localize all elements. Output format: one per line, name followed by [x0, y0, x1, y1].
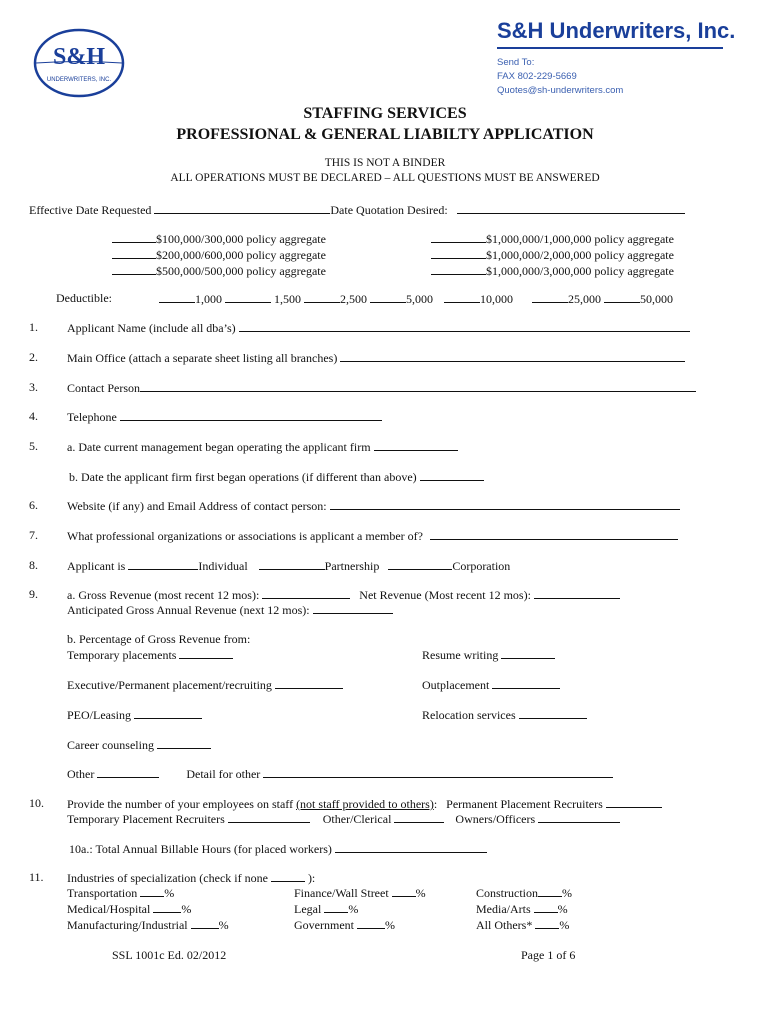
industry-transportation: Transportation [67, 886, 138, 900]
main-office-field[interactable] [340, 350, 685, 362]
detail-other-label: Detail for other [186, 767, 261, 781]
peo-leasing-label: PEO/Leasing [67, 708, 131, 722]
q8-label: Applicant is [67, 559, 126, 573]
corporation-check[interactable] [388, 558, 452, 570]
deductible-2500-check[interactable] [304, 291, 340, 303]
q11-heading-start: Industries of specialization (check if none [67, 871, 268, 885]
media-pct-field[interactable] [534, 901, 558, 913]
industries-col3 [476, 885, 572, 933]
limit-1m-3m-check[interactable] [431, 263, 486, 275]
industry-government: Government [294, 918, 354, 932]
limits-right [431, 231, 674, 279]
send-to-label: Send To: [497, 57, 535, 68]
temp-placements-field[interactable] [179, 647, 233, 659]
q11-heading [67, 870, 315, 886]
billable-hours-label: 10a.: Total Annual Billable Hours (for placed workers) [69, 842, 332, 856]
all-others-pct-field[interactable] [535, 917, 559, 929]
q6-label: Website (if any) and Email Address of contact person: [67, 499, 327, 513]
resume-writing-label: Resume writing [422, 648, 499, 662]
limit-200k-label: $200,000/600,000 policy aggregate [156, 248, 326, 262]
individual-check[interactable] [128, 558, 198, 570]
company-logo [32, 28, 126, 98]
q3-row [67, 380, 696, 396]
industries-col2 [294, 885, 426, 933]
gross-revenue-field[interactable] [262, 587, 350, 599]
q10a-row [69, 841, 487, 857]
resume-writing-field[interactable] [501, 647, 555, 659]
deductible-5000: 5,000 [406, 292, 433, 306]
fax-number: FAX 802-229-5669 [497, 71, 577, 82]
pct-sign: % [384, 918, 395, 932]
industry-finance: Finance/Wall Street [294, 886, 389, 900]
form-title-line2: PROFESSIONAL & GENERAL LIABILTY APPLICATION [176, 126, 594, 143]
industry-medical: Medical/Hospital [67, 902, 151, 916]
deductible-10000: 10,000 [480, 292, 513, 306]
management-date-field[interactable] [374, 439, 458, 451]
q1-label: Applicant Name (include all dba’s) [67, 321, 236, 335]
temp-recruiters-field[interactable] [228, 811, 310, 823]
q5-number: 5. [29, 439, 38, 453]
individual-label: Individual [198, 559, 248, 573]
deductible-1500: 1,500 [274, 292, 301, 306]
other-row [67, 766, 613, 782]
limit-1m-2m-check[interactable] [431, 247, 486, 259]
deductible-label: Deductible: [56, 291, 112, 305]
deductible-1000: 1,000 [195, 292, 222, 306]
government-pct-field[interactable] [357, 917, 385, 929]
career-counseling-label: Career counseling [67, 738, 154, 752]
send-to-block [497, 56, 623, 98]
finance-pct-field[interactable] [392, 885, 416, 897]
q5b-label: b. Date the applicant firm first began operations (if different than above) [69, 470, 417, 484]
q10-row2 [67, 811, 620, 827]
clerical-label: Other/Clerical [322, 812, 392, 826]
relocation-row [422, 707, 587, 723]
company-rule [497, 47, 723, 49]
deductible-50000-check[interactable] [604, 291, 640, 303]
peo-leasing-field[interactable] [134, 707, 202, 719]
deductible-5000-check[interactable] [370, 291, 406, 303]
q3-number: 3. [29, 380, 38, 394]
q1-row [67, 320, 690, 336]
exec-placement-label: Executive/Permanent placement/recruiting [67, 678, 272, 692]
notice-declare: ALL OPERATIONS MUST BE DECLARED – ALL QUESTIONS MUST BE ANSWERED [170, 172, 600, 184]
q5a-label: a. Date current management began operating the applicant firm [67, 440, 371, 454]
relocation-label: Relocation services [422, 708, 516, 722]
deductible-1000-check[interactable] [159, 291, 195, 303]
q1-number: 1. [29, 320, 38, 334]
pct-sign: % [415, 886, 426, 900]
deductible-2500: 2,500 [340, 292, 367, 306]
outplacement-label: Outplacement [422, 678, 490, 692]
industry-all-others: All Others* [476, 918, 533, 932]
q3-label: Contact Person [67, 381, 140, 395]
industries-col1 [67, 885, 229, 933]
other-pct-field[interactable] [97, 766, 159, 778]
clerical-field[interactable] [394, 811, 444, 823]
exec-placement-field[interactable] [275, 677, 343, 689]
gross-revenue-label: a. Gross Revenue (most recent 12 mos): [67, 588, 260, 602]
effective-date-field[interactable] [154, 202, 330, 214]
net-revenue-label: Net Revenue (Most recent 12 mos): [359, 588, 531, 602]
quotation-date-label: Date Quotation Desired: [330, 203, 448, 217]
limit-100k-check[interactable] [112, 231, 156, 243]
peo-leasing-row [67, 707, 202, 723]
associations-field[interactable] [430, 528, 678, 540]
deductible-options [159, 291, 673, 307]
contact-person-field[interactable] [140, 380, 696, 392]
limit-1m-1m-label: $1,000,000/1,000,000 policy aggregate [486, 232, 674, 246]
manufacturing-pct-field[interactable] [191, 917, 219, 929]
outplacement-field[interactable] [492, 677, 560, 689]
anticipated-revenue-field[interactable] [313, 602, 393, 614]
page-number: Page 1 of 6 [521, 948, 576, 962]
q2-row [67, 350, 685, 366]
q7-row [67, 528, 678, 544]
net-revenue-field[interactable] [534, 587, 620, 599]
limit-1m-1m-check[interactable] [431, 231, 486, 243]
effective-date-row [29, 202, 685, 218]
industry-construction: Construction [476, 886, 538, 900]
q7-label: What professional organizations or associations is applicant a member of? [67, 529, 424, 543]
q11-number: 11. [29, 870, 44, 884]
limit-1m-3m-label: $1,000,000/3,000,000 policy aggregate [486, 264, 674, 278]
limit-200k-check[interactable] [112, 247, 156, 259]
q10-underlined: (not staff provided to others) [296, 797, 434, 811]
q9-number: 9. [29, 587, 38, 601]
partnership-check[interactable] [259, 558, 325, 570]
deductible-10000-check[interactable] [444, 291, 480, 303]
limits-left [112, 231, 326, 279]
career-counseling-field[interactable] [157, 737, 211, 749]
q8-row [67, 558, 510, 574]
industry-manufacturing: Manufacturing/Industrial [67, 918, 188, 932]
q4-label: Telephone [67, 410, 117, 424]
q9-anticipated-row [67, 602, 393, 618]
career-counseling-row [67, 737, 211, 753]
temp-placements-row [67, 647, 233, 663]
q11-heading-end: ): [307, 871, 316, 885]
q5a-row [67, 439, 458, 455]
quote-email: Quotes@sh-underwriters.com [497, 85, 624, 96]
deductible-50000: 50,000 [640, 292, 673, 306]
limit-1m-2m-label: $1,000,000/2,000,000 policy aggregate [486, 248, 674, 262]
industries-none-check[interactable] [271, 870, 305, 882]
deductible-25000: 25,000 [568, 292, 601, 306]
svg-text:UNDERWRITERS, INC.: UNDERWRITERS, INC. [46, 77, 112, 83]
industry-media: Media/Arts [476, 902, 531, 916]
exec-placement-row [67, 677, 343, 693]
other-label: Other [67, 767, 95, 781]
q9-revenue-row [67, 587, 620, 603]
pct-sign: % [181, 902, 192, 916]
svg-text:S&H: S&H [52, 44, 106, 70]
pct-sign: % [559, 918, 570, 932]
website-email-field[interactable] [330, 498, 680, 510]
q10-row1 [67, 796, 662, 812]
q4-number: 4. [29, 409, 38, 423]
q6-number: 6. [29, 498, 38, 512]
company-name: S&H Underwriters, Inc. [497, 18, 736, 43]
deductible-25000-check[interactable] [532, 291, 568, 303]
perm-recruiters-field[interactable] [606, 796, 662, 808]
q2-number: 2. [29, 350, 38, 364]
medical-pct-field[interactable] [153, 901, 181, 913]
pct-sign: % [218, 918, 229, 932]
temp-placements-label: Temporary placements [67, 648, 177, 662]
q10-number: 10. [29, 796, 44, 810]
pct-heading: b. Percentage of Gross Revenue from: [67, 632, 251, 646]
form-title-line1: STAFFING SERVICES [303, 105, 467, 122]
industry-legal: Legal [294, 902, 322, 916]
limit-100k-label: $100,000/300,000 policy aggregate [156, 232, 326, 246]
anticipated-revenue-label: Anticipated Gross Annual Revenue (next 12 mos): [67, 603, 310, 617]
pct-sign: % [348, 902, 359, 916]
quotation-date-field[interactable] [457, 202, 685, 214]
legal-pct-field[interactable] [324, 901, 348, 913]
corporation-label: Corporation [452, 559, 511, 573]
perm-recruiters-label: Permanent Placement Recruiters [446, 797, 603, 811]
pct-sign: % [557, 902, 568, 916]
q5b-row [69, 469, 484, 485]
owners-field[interactable] [538, 811, 620, 823]
notice-binder: THIS IS NOT A BINDER [324, 157, 446, 169]
deductible-1500-check[interactable] [225, 291, 271, 303]
detail-other-field[interactable] [263, 766, 613, 778]
q4-row [67, 409, 382, 425]
construction-pct-field[interactable] [538, 885, 562, 897]
temp-recruiters-label: Temporary Placement Recruiters [67, 812, 225, 826]
q7-number: 7. [29, 528, 38, 542]
pct-sign: % [562, 886, 572, 900]
telephone-field[interactable] [120, 409, 382, 421]
effective-date-label: Effective Date Requested [29, 203, 152, 217]
q2-label: Main Office (attach a separate sheet listing all branches) [67, 351, 338, 365]
billable-hours-field[interactable] [335, 841, 487, 853]
q8-number: 8. [29, 558, 38, 572]
owners-label: Owners/Officers [455, 812, 536, 826]
transportation-pct-field[interactable] [140, 885, 164, 897]
partnership-label: Partnership [324, 559, 380, 573]
firm-start-date-field[interactable] [420, 469, 484, 481]
relocation-field[interactable] [519, 707, 587, 719]
applicant-name-field[interactable] [239, 320, 690, 332]
q10-label: Provide the number of your employees on staff [67, 797, 294, 811]
limit-500k-check[interactable] [112, 263, 156, 275]
q6-row [67, 498, 680, 514]
form-id: SSL 1001c Ed. 02/2012 [112, 948, 227, 962]
pct-sign: % [164, 886, 175, 900]
outplacement-row [422, 677, 560, 693]
resume-writing-row [422, 647, 555, 663]
q10-colon: : [433, 797, 438, 811]
limit-500k-label: $500,000/500,000 policy aggregate [156, 264, 326, 278]
